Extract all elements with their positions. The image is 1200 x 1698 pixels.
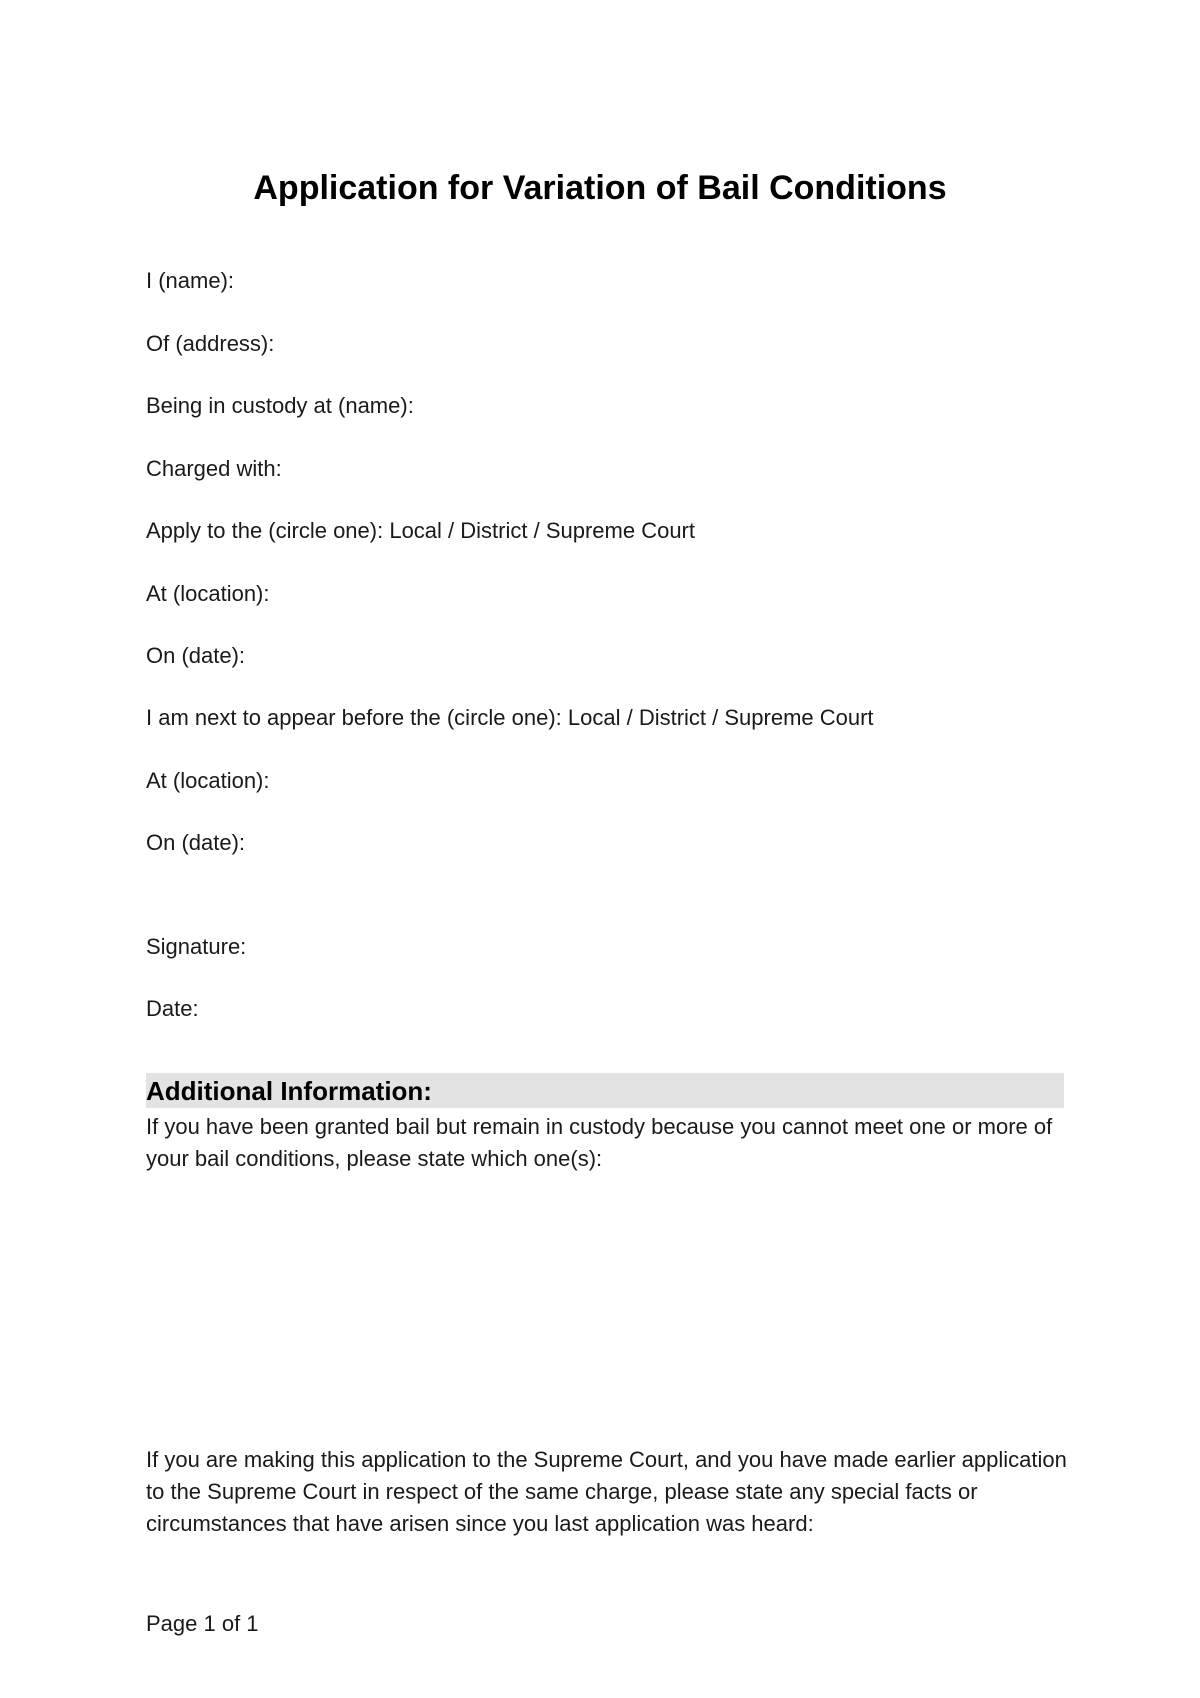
apply-date-field-label: On (date): xyxy=(146,643,246,668)
name-field-label: I (name): xyxy=(146,268,235,293)
appear-location-field-label: At (location): xyxy=(146,768,270,793)
address-field-label: Of (address): xyxy=(146,331,275,356)
additional-information-heading: Additional Information: xyxy=(146,1073,1064,1108)
date-field-label: Date: xyxy=(146,996,199,1021)
apply-location-field-label: At (location): xyxy=(146,581,270,606)
bail-conditions-instruction: If you have been granted bail but remain in custody because you cannot meet one or more of your bail conditions, please state which one(s): xyxy=(146,1114,1053,1171)
appear-court-field-label: I am next to appear before the (circle one): Local / District / Supreme Court xyxy=(146,705,874,730)
supreme-court-instruction: If you are making this application to the Supreme Court, and you have made earlier application to the Supreme Court in respect of the same charge, please state any special facts or circumstances that have arisen since you last application was heard: xyxy=(146,1447,1067,1536)
charged-field-label: Charged with: xyxy=(146,456,282,481)
appear-date-field-label: On (date): xyxy=(146,830,246,855)
page-number: Page 1 of 1 xyxy=(146,1611,259,1636)
custody-field-label: Being in custody at (name): xyxy=(146,393,414,418)
apply-court-field-label: Apply to the (circle one): Local / District / Supreme Court xyxy=(146,518,695,543)
page-title: Application for Variation of Bail Conditions xyxy=(253,169,947,207)
signature-field-label: Signature: xyxy=(146,934,247,959)
